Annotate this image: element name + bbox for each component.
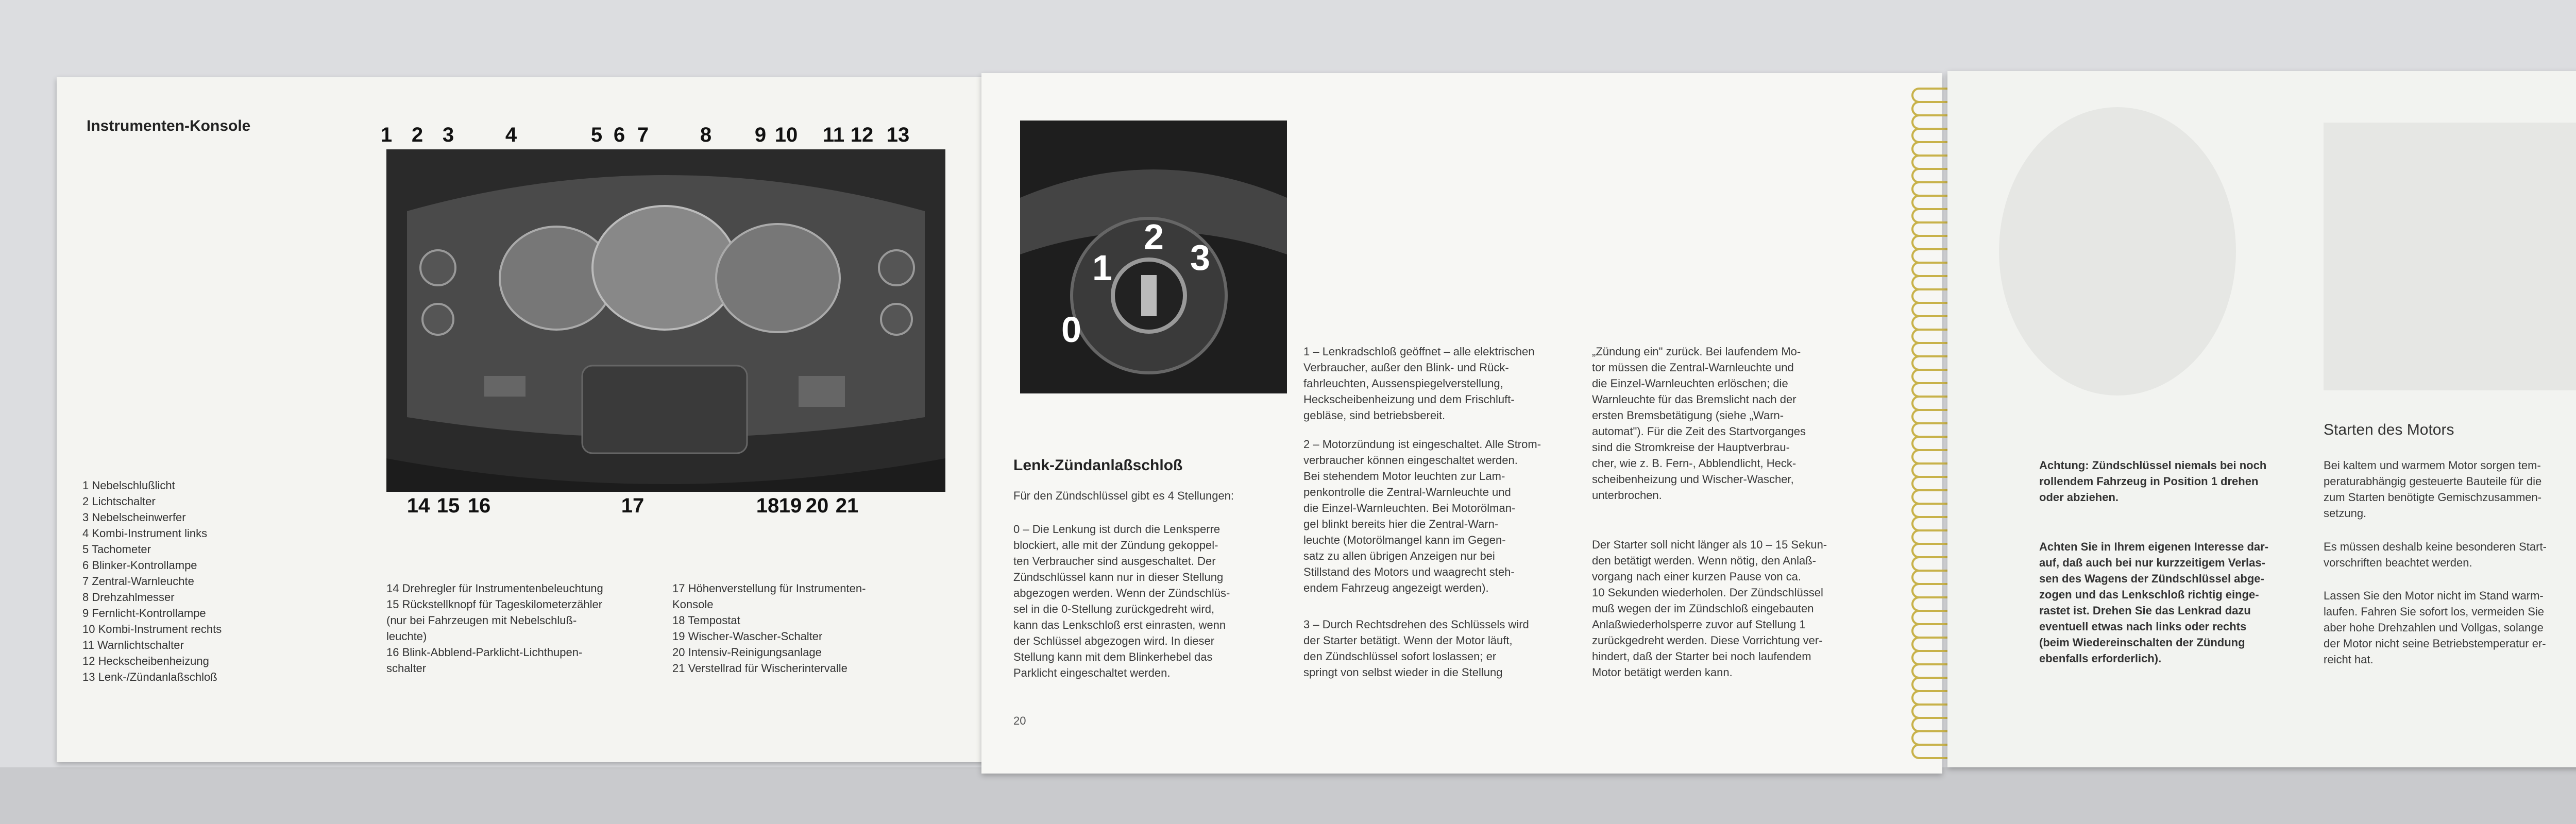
paragraph-line: vorgang nach einer kurzen Pause von ca. — [1592, 570, 1802, 583]
paragraph-line: sen des Wagens der Zündschlüssel abge- — [2039, 572, 2264, 585]
text-line: 2 Lichtschalter — [82, 495, 156, 508]
paragraph-line: 0 – Die Lenkung ist durch die Lenksperre — [1013, 523, 1221, 536]
paragraph-line: Der Starter soll nicht länger als 10 – 15 Sekun- — [1592, 538, 1827, 551]
callout-number: 13 — [886, 124, 910, 146]
paragraph-line: Verbraucher, außer den Blink- und Rück- — [1303, 361, 1509, 374]
paragraph-line: penkontrolle die Zentral-Warnleuchte und — [1303, 486, 1511, 499]
callout-number: 19 — [778, 494, 802, 517]
instrument-console-photo — [386, 149, 945, 492]
paragraph-line: der Motor nicht seine Betriebstemperatur er- — [2324, 637, 2546, 650]
table-surface — [0, 767, 2576, 824]
callout-number: 21 — [835, 494, 859, 517]
paragraph-line: 3 – Durch Rechtsdrehen des Schlüssels wird — [1303, 618, 1529, 631]
text-line: (nur bei Fahrzeugen mit Nebelschluß- — [386, 614, 577, 627]
left-page — [57, 77, 997, 762]
paragraph-line: cher, wie z. B. Fern-, Abblendlicht, Heck- — [1592, 457, 1797, 470]
callout-number: 20 — [805, 494, 829, 517]
callout-number: 15 — [436, 494, 460, 517]
right-page — [1947, 71, 2576, 767]
callout-number: 17 — [621, 494, 645, 517]
paragraph-line: setzung. — [2324, 507, 2367, 520]
paragraph-line: (beim Wiedereinschalten der Zündung — [2039, 636, 2245, 649]
middle-column-2-position-1 — [1303, 344, 1534, 423]
section-title-lenk-zuendanlassschloss: Lenk-Zündanlaßschloß — [1013, 457, 1183, 474]
paragraph-line: zogen und das Lenkschloß richtig einge- — [2039, 588, 2259, 601]
paragraph-line: die Einzel-Warnleuchten. Bei Motorölman- — [1303, 502, 1516, 514]
callout-number: 14 — [406, 494, 430, 517]
text-line: 10 Kombi-Instrument rechts — [82, 623, 222, 636]
paragraph-line: Motor betätigt werden kann. — [1592, 666, 1733, 679]
text-line: 11 Warnlichtschalter — [82, 639, 184, 651]
callout-number: 9 — [754, 124, 767, 146]
paragraph-line: fahrleuchten, Aussenspiegelverstellung, — [1303, 377, 1503, 390]
paragraph-line: eventuell etwas nach links oder rechts — [2039, 620, 2247, 633]
text-line: 1 Nebelschlußlicht — [82, 479, 175, 492]
paragraph-line: sind die Stromkreise der Hauptverbrau- — [1592, 441, 1790, 454]
paragraph-line: muß wegen der im Zündschloß eingebauten — [1592, 602, 1814, 615]
paragraph-line: unterbrochen. — [1592, 489, 1662, 502]
callout-number: 12 — [850, 124, 874, 146]
paragraph-line: der Starter betätigt. Wenn der Motor läuft, — [1303, 634, 1513, 647]
middle-column-2-position-2 — [1303, 436, 1541, 596]
text-line: Konsole — [672, 598, 714, 611]
paragraph-line: Zündschlüssel kann nur in dieser Stellung — [1013, 571, 1224, 583]
paragraph-line: Achten Sie in Ihrem eigenen Interesse dar- — [2039, 540, 2269, 553]
middle-page — [981, 73, 1942, 774]
key-position-2: 2 — [1144, 217, 1164, 257]
text-line: schalter — [386, 662, 427, 675]
paragraph-line: zurückgedreht werden. Diese Vorrichtung ver- — [1592, 634, 1823, 647]
text-line: 12 Heckscheibenheizung — [82, 655, 209, 667]
text-line: 17 Höhenverstellung für Instrumenten- — [672, 582, 866, 595]
callout-number: 11 — [822, 124, 845, 146]
key-position-0: 0 — [1061, 310, 1081, 350]
callout-number: 18 — [756, 494, 779, 517]
right-column-2-text-2 — [2324, 539, 2547, 571]
text-line: 21 Verstellrad für Wischerintervalle — [672, 662, 848, 675]
paragraph-line: abgezogen werden. Wenn der Zündschlüs- — [1013, 587, 1230, 599]
middle-column-3-text-2 — [1592, 537, 1827, 680]
text-line: 9 Fernlicht-Kontrollampe — [82, 607, 206, 620]
paragraph-line: ebenfalls erforderlich). — [2039, 652, 2162, 665]
text-line: 19 Wischer-Wascher-Schalter — [672, 630, 823, 643]
paragraph-line: ersten Bremsbetätigung (siehe „Warn- — [1592, 409, 1784, 422]
paragraph-line: Es müssen deshalb keine besonderen Start- — [2324, 540, 2547, 553]
paragraph-line: den Zündschlüssel sofort loslassen; er — [1303, 650, 1497, 663]
text-line: 4 Kombi-Instrument links — [82, 527, 208, 540]
paragraph-line: rastet ist. Drehen Sie das Lenkrad dazu — [2039, 604, 2251, 617]
text-line: 7 Zentral-Warnleuchte — [82, 575, 194, 588]
paragraph-line: vorschriften beachtet werden. — [2324, 556, 2472, 569]
paragraph-line: Stillstand des Motors und waagrecht steh- — [1303, 565, 1515, 578]
callout-number: 5 — [590, 124, 603, 146]
text-line: 6 Blinker-Kontrollampe — [82, 559, 197, 572]
paragraph-line: Bei kaltem und warmem Motor sorgen tem- — [2324, 459, 2541, 472]
paragraph-line: auf, daß auch bei nur kurzzeitigem Verlas- — [2039, 556, 2265, 569]
paragraph-line: springt von selbst wieder in die Stellung — [1303, 666, 1503, 679]
text-line: 18 Tempostat — [672, 614, 740, 627]
paragraph-line: oder abziehen. — [2039, 491, 2119, 504]
paragraph-line: rollendem Fahrzeug in Position 1 drehen — [2039, 475, 2259, 488]
paragraph-line: sel in die 0-Stellung zurückgedreht wird, — [1013, 603, 1215, 615]
paragraph-line: reicht hat. — [2324, 653, 2374, 666]
callout-number: 3 — [442, 124, 454, 146]
text-line: 3 Nebelscheinwerfer — [82, 511, 186, 524]
text-line: 15 Rückstellknopf für Tageskilometerzähler — [386, 598, 603, 611]
paragraph-line: Warnleuchte für das Bremslicht nach der — [1592, 393, 1797, 406]
right-column-2-text-1 — [2324, 457, 2541, 521]
callout-number: 8 — [700, 124, 712, 146]
text-line: leuchte) — [386, 630, 427, 643]
paragraph-line: endem Fahrzeug angezeigt werden). — [1303, 581, 1489, 594]
callout-number: 4 — [505, 124, 517, 146]
paragraph-line: gel blinkt bereits hier die Zentral-Warn- — [1303, 518, 1499, 530]
key-position-1: 1 — [1092, 248, 1112, 288]
paragraph-line: gebläse, sind betriebsbereit. — [1303, 409, 1446, 422]
paragraph-line: der Schlüssel abgezogen wird. In dieser — [1013, 634, 1215, 647]
ignition-key-photo — [1020, 121, 1287, 393]
callout-number: 16 — [467, 494, 491, 517]
middle-column-2-position-3 — [1303, 616, 1529, 680]
paragraph-line: 2 – Motorzündung ist eingeschaltet. Alle Strom- — [1303, 438, 1541, 451]
text-line: 8 Drehzahlmesser — [82, 591, 175, 604]
faded-illustration-middle — [2324, 123, 2576, 390]
faded-illustration-left — [1999, 107, 2236, 396]
text-line: 13 Lenk-/Zündanlaßschloß — [82, 671, 217, 683]
paragraph-line: aber hohe Drehzahlen und Vollgas, solange — [2324, 621, 2544, 634]
paragraph-line: kann das Lenkschloß erst einrasten, wenn — [1013, 619, 1226, 631]
middle-column-1 — [1013, 521, 1230, 681]
paragraph-line: automat"). Für die Zeit des Startvorganges — [1592, 425, 1806, 438]
heading-instrumenten-konsole: Instrumenten-Konsole — [87, 117, 251, 134]
paragraph-line: tor müssen die Zentral-Warnleuchte und — [1592, 361, 1794, 374]
paragraph-line: laufen. Fahren Sie sofort los, vermeiden Sie — [2324, 605, 2545, 618]
paragraph-line: verbraucher können eingeschaltet werden. — [1303, 454, 1518, 467]
paragraph-line: Parklicht eingeschaltet werden. — [1013, 666, 1171, 679]
text-line: 20 Intensiv-Reinigungsanlage — [672, 646, 822, 659]
key-position-3: 3 — [1190, 237, 1210, 278]
text-line: 14 Drehregler für Instrumentenbeleuchtung — [386, 582, 603, 595]
paragraph-line: Anlaßwiederholsperre zuvor auf Stellung 1 — [1592, 618, 1806, 631]
paragraph-line: Achtung: Zündschlüssel niemals bei noch — [2039, 459, 2267, 472]
callout-number: 7 — [637, 124, 649, 146]
paragraph-line: die Einzel-Warnleuchten erlöschen; die — [1592, 377, 1788, 390]
paragraph-line: „Zündung ein" zurück. Bei laufendem Mo- — [1592, 345, 1801, 358]
callout-number: 2 — [411, 124, 423, 146]
paragraph-line: Bei stehendem Motor leuchten zur Lam- — [1303, 470, 1505, 483]
paragraph-line: Heckscheibenheizung und dem Frischluft- — [1303, 393, 1515, 406]
text-line: 16 Blink-Abblend-Parklicht-Lichthupen- — [386, 646, 583, 659]
callout-number: 1 — [380, 124, 393, 146]
paragraph-line: zum Starten benötigte Gemischzusammen- — [2324, 491, 2542, 504]
text-line: 5 Tachometer — [82, 543, 151, 556]
paragraph-line: Stellung kann mit dem Blinkerhebel das — [1013, 650, 1213, 663]
right-column-1-text — [2039, 539, 2268, 666]
paragraph-line: hindert, daß der Starter bei noch laufendem — [1592, 650, 1811, 663]
ignition-lock-illustration — [1020, 121, 1287, 393]
intro-text: Für den Zündschlüssel gibt es 4 Stellungen: — [1013, 489, 1234, 502]
paragraph-line: Lassen Sie den Motor nicht im Stand warm- — [2324, 589, 2544, 602]
paragraph-line: 10 Sekunden wiederholen. Der Zündschlüssel — [1592, 586, 1823, 599]
callout-number: 6 — [613, 124, 625, 146]
paragraph-line: peraturabhängig gesteuerte Bauteile für die — [2324, 475, 2542, 488]
paragraph-line: ten Verbraucher sind ausgeschaltet. Der — [1013, 555, 1216, 568]
page-number-20: 20 — [1013, 714, 1026, 727]
callout-number: 10 — [774, 124, 798, 146]
paragraph-line: scheibenheizung und Wischer-Wascher, — [1592, 473, 1794, 486]
dashboard-illustration — [386, 149, 945, 492]
paragraph-line: 1 – Lenkradschloß geöffnet – alle elektrischen — [1303, 345, 1535, 358]
paragraph-line: satz zu allen übrigen Anzeigen nur bei — [1303, 550, 1495, 562]
right-column-2-text-3 — [2324, 588, 2546, 667]
section-title-starten-des-motors: Starten des Motors — [2324, 421, 2454, 438]
paragraph-line: blockiert, alle mit der Zündung gekoppel- — [1013, 539, 1218, 552]
paragraph-line: leuchte (Motorölmangel kann im Gegen- — [1303, 534, 1506, 546]
right-column-1-warning — [2039, 457, 2266, 505]
paragraph-line: den betätigt werden. Wenn nötig, den Anlaß- — [1592, 554, 1816, 567]
middle-column-3-text-1 — [1592, 344, 1806, 503]
